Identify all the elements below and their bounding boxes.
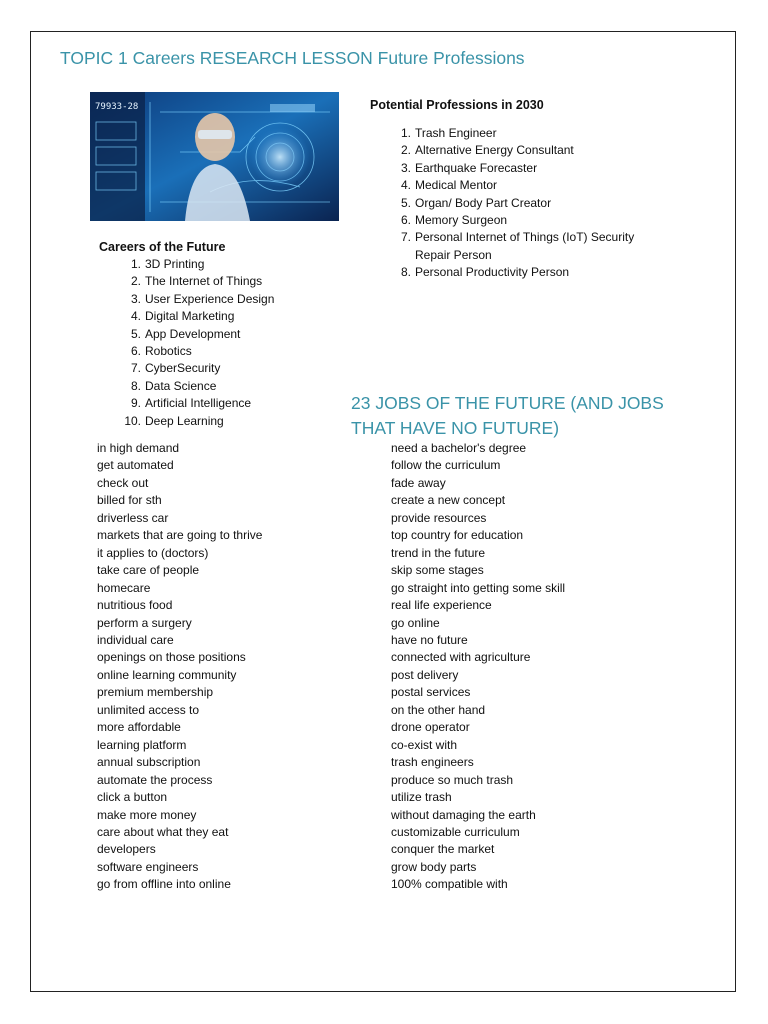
list-item: 5. Organ/ Body Part Creator xyxy=(400,195,552,210)
list-item: 3. User Experience Design xyxy=(130,291,275,306)
vocabulary-item: 100% compatible with xyxy=(391,877,508,892)
vocabulary-item: need a bachelor's degree xyxy=(391,441,527,455)
vocabulary-item: it applies to (doctors) xyxy=(97,545,209,560)
potential-professions-list xyxy=(391,125,634,282)
vocabulary-item: trend in the future xyxy=(391,545,486,560)
vocabulary-item: unlimited access to xyxy=(97,702,200,717)
list-item: 8. Personal Productivity Person xyxy=(400,265,570,280)
list-item: 4. Digital Marketing xyxy=(130,309,235,324)
vocabulary-item: on the other hand xyxy=(391,702,486,717)
vocabulary-item: take care of people xyxy=(97,563,200,578)
list-item: 4. Medical Mentor xyxy=(400,178,498,193)
vocabulary-item: online learning community xyxy=(97,667,237,682)
vocabulary-item: go from offline into online xyxy=(97,877,231,892)
future-tech-photo xyxy=(90,92,339,221)
vocabulary-item: post delivery xyxy=(391,667,459,682)
vocabulary-item: skip some stages xyxy=(391,563,484,578)
list-item: 8. Data Science xyxy=(130,378,217,393)
vocabulary-item: grow body parts xyxy=(391,859,477,874)
careers-future-heading: Careers of the Future xyxy=(99,240,226,254)
vocabulary-item: perform a surgery xyxy=(97,615,192,630)
vocabulary-item: go online xyxy=(391,615,440,630)
list-item: 9. Artificial Intelligence xyxy=(130,396,252,411)
document-title: TOPIC 1 Careers RESEARCH LESSON Future Professions xyxy=(60,48,525,68)
vocabulary-item: more affordable xyxy=(97,720,181,735)
vocabulary-item: get automated xyxy=(97,458,174,473)
list-item: 1. 3D Printing xyxy=(130,257,205,271)
list-item: 5. App Development xyxy=(130,326,241,341)
vocabulary-item: real life experience xyxy=(391,598,492,613)
vocabulary-item: openings on those positions xyxy=(97,650,246,665)
list-item: 2. The Internet of Things xyxy=(130,274,263,289)
list-item: 1. Trash Engineer xyxy=(400,126,497,140)
vocabulary-item: markets that are going to thrive xyxy=(97,528,263,543)
vocabulary-item: fade away xyxy=(391,475,446,490)
vocabulary-item: software engineers xyxy=(97,859,199,874)
vocabulary-item: utilize trash xyxy=(391,790,452,805)
potential-professions-heading: Potential Professions in 2030 xyxy=(370,98,544,112)
vocabulary-item: annual subscription xyxy=(97,755,201,770)
vocabulary-item: nutritious food xyxy=(97,598,173,613)
vocabulary-item: follow the curriculum xyxy=(391,458,501,473)
vocabulary-item: customizable curriculum xyxy=(391,824,520,839)
vocabulary-item: conquer the market xyxy=(391,842,495,857)
vocabulary-item: developers xyxy=(97,842,156,857)
vocabulary-item: trash engineers xyxy=(391,755,474,770)
vocabulary-item: care about what they eat xyxy=(97,824,229,839)
vocabulary-item: make more money xyxy=(97,807,197,822)
list-item: 2. Alternative Energy Consultant xyxy=(400,143,574,158)
vocabulary-item: without damaging the earth xyxy=(391,807,536,822)
vocabulary-item: check out xyxy=(97,475,149,490)
vocabulary-item: in high demand xyxy=(97,441,180,455)
vocabulary-item: homecare xyxy=(97,580,151,595)
vocabulary-item: individual care xyxy=(97,632,174,647)
vocabulary-item: postal services xyxy=(391,685,471,700)
list-item: 7. CyberSecurity xyxy=(130,361,221,376)
vocabulary-list-left xyxy=(97,440,262,894)
vocabulary-item: click a button xyxy=(97,790,168,805)
list-item: 10. Deep Learning xyxy=(124,413,224,428)
vocabulary-item: create a new concept xyxy=(391,493,506,508)
vocabulary-item: top country for education xyxy=(391,528,524,543)
vocabulary-item: billed for sth xyxy=(97,493,162,508)
vocabulary-item: co-exist with xyxy=(391,737,458,752)
vocabulary-item: go straight into getting some skill xyxy=(391,580,566,595)
vocabulary-list-right xyxy=(391,440,565,894)
list-item: 6. Robotics xyxy=(130,344,192,359)
list-item: 7. Personal Internet of Things (IoT) Security xyxy=(400,230,635,245)
jobs-of-future-heading: 23 JOBS OF THE FUTURE (AND JOBS THAT HAVE NO FUTURE) xyxy=(351,393,664,438)
list-item: 6. Memory Surgeon xyxy=(400,213,508,228)
vocabulary-item: learning platform xyxy=(97,737,187,752)
vocabulary-item: connected with agriculture xyxy=(391,650,531,665)
list-item: 3. Earthquake Forecaster xyxy=(400,160,538,175)
vocabulary-item: automate the process xyxy=(97,772,213,787)
vocabulary-item: provide resources xyxy=(391,510,487,525)
photo-overlay-text: 79933-28 xyxy=(95,102,139,112)
vocabulary-item: have no future xyxy=(391,632,468,647)
vocabulary-item: produce so much trash xyxy=(391,772,514,787)
vocabulary-item: drone operator xyxy=(391,720,470,735)
vocabulary-item: driverless car xyxy=(97,510,169,525)
careers-future-list xyxy=(121,256,274,430)
list-item-continuation: Repair Person xyxy=(415,247,492,262)
vocabulary-item: premium membership xyxy=(97,685,214,700)
